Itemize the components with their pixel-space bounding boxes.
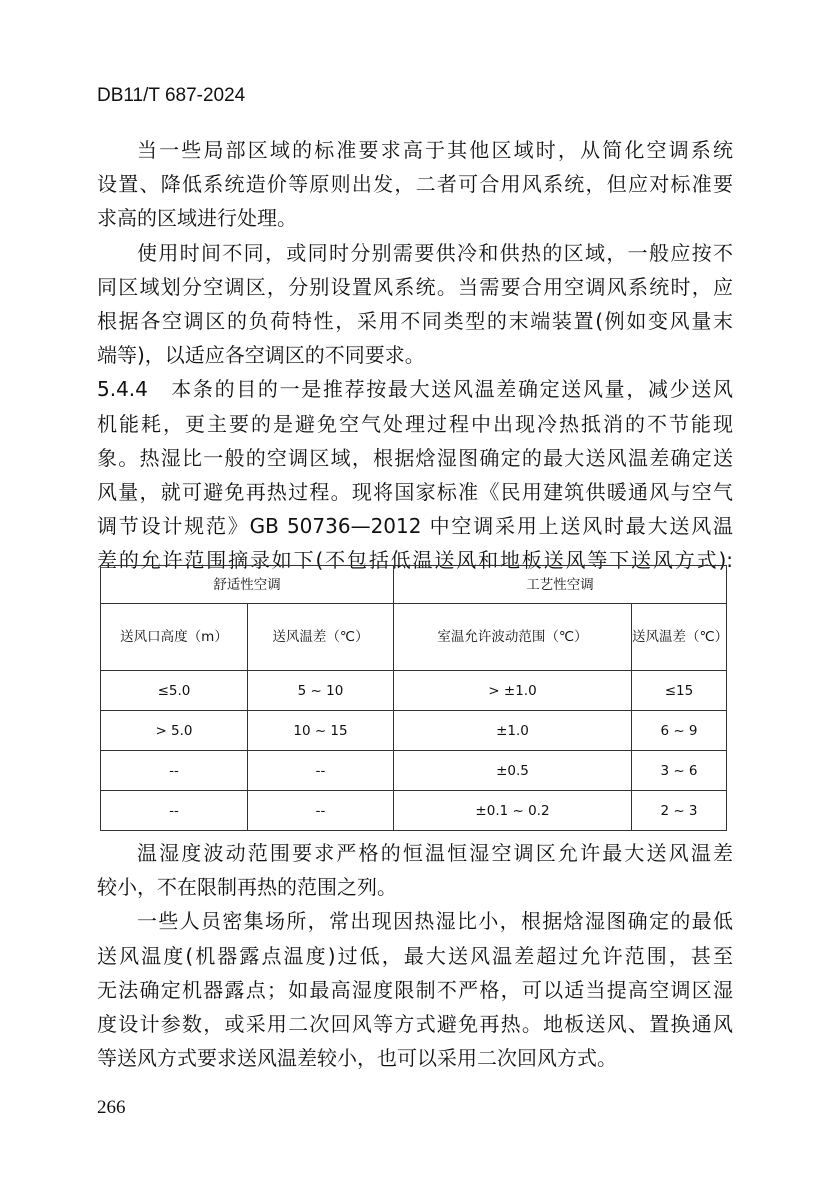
text-line: 端等)，以适应各空调区的不同要求。: [97, 343, 425, 368]
text-line: 根据各空调区的负荷特性，采用不同类型的末端装置(例如变风量末: [97, 308, 733, 333]
text-line: 象。热湿比一般的空调区域，根据焓湿图确定的最大送风温差确定送: [97, 445, 733, 470]
header-room-temp-range: 室温允许波动范围（℃）: [394, 604, 632, 671]
supply-air-temperature-table: [100, 565, 727, 831]
text-line: 差的允许范围摘录如下(不包括低温送风和地板送风等下送风方式):: [97, 548, 733, 573]
table-cell: 5 ~ 10: [248, 671, 394, 711]
document-code-header: DB11/T 687-2024: [97, 85, 246, 106]
table-cell: --: [101, 751, 248, 791]
table-cell: ±0.1 ~ 0.2: [394, 791, 632, 831]
table-cell: --: [248, 751, 394, 791]
text-line: 当一些局部区域的标准要求高于其他区域时，从简化空调系统: [137, 138, 733, 162]
text-line: 5.4.4 本条的目的一是推荐按最大送风温差确定送风量，减少送风: [97, 377, 733, 402]
table-row: [101, 711, 727, 751]
header-temp-diff-process: 送风温差（℃）: [632, 604, 727, 671]
table-header-row: [101, 604, 727, 671]
table-cell: ≤5.0: [101, 671, 248, 711]
table-cell: > 5.0: [101, 711, 248, 751]
text-line: 风量，就可避免再热过程。现将国家标准《民用建筑供暖通风与空气: [97, 479, 733, 504]
table-cell: 10 ~ 15: [248, 711, 394, 751]
table-row: [101, 791, 727, 831]
group-comfort-ac: 舒适性空调: [101, 566, 394, 604]
body-text-lower: [97, 836, 733, 1075]
table-cell: ≤15: [632, 671, 727, 711]
text-line: 等送风方式要求送风温差较小，也可以采用二次回风方式。: [97, 1046, 617, 1071]
table-row: [101, 671, 727, 711]
text-line: 使用时间不同，或同时分别需要供冷和供热的区域，一般应按不: [137, 240, 733, 265]
text-line: 设置、降低系统造价等原则出发，二者可合用风系统，但应对标准要: [97, 172, 733, 197]
table-cell: > ±1.0: [394, 671, 632, 711]
table-cell: 2 ~ 3: [632, 791, 727, 831]
header-outlet-height: 送风口高度（m）: [101, 604, 248, 671]
text-line: 求高的区域进行处理。: [97, 206, 297, 231]
body-text-upper: [97, 133, 733, 577]
page-number: 266: [97, 1097, 126, 1118]
table-row: [101, 751, 727, 791]
text-line: 无法确定机器露点；如最高湿度限制不严格，可以适当提高空调区湿: [97, 977, 733, 1002]
group-process-ac: 工艺性空调: [394, 566, 727, 604]
text-line: 调节设计规范》GB 50736—2012 中空调采用上送风时最大送风温: [97, 514, 733, 539]
table-cell: --: [101, 791, 248, 831]
text-line: 度设计参数，或采用二次回风等方式避免再热。地板送风、置换通风: [97, 1011, 733, 1036]
text-line: 温湿度波动范围要求严格的恒温恒湿空调区允许最大送风温差: [137, 841, 733, 865]
text-line: 同区域划分空调区，分别设置风系统。当需要合用空调风系统时，应: [97, 274, 733, 299]
text-line: 机能耗，更主要的是避免空气处理过程中出现冷热抵消的不节能现: [97, 411, 733, 436]
table-cell: 3 ~ 6: [632, 751, 727, 791]
header-temp-diff: 送风温差（℃）: [248, 604, 394, 671]
table-cell: 6 ~ 9: [632, 711, 727, 751]
table-group-row: [101, 566, 727, 604]
text-line: 一些人员密集场所，常出现因热湿比小，根据焓湿图确定的最低: [137, 909, 733, 934]
text-line: 较小，不在限制再热的范围之列。: [97, 875, 397, 900]
text-line: 送风温度(机器露点温度)过低，最大送风温差超过允许范围，甚至: [97, 943, 733, 968]
table-cell: ±0.5: [394, 751, 632, 791]
table-cell: ±1.0: [394, 711, 632, 751]
table-cell: --: [248, 791, 394, 831]
